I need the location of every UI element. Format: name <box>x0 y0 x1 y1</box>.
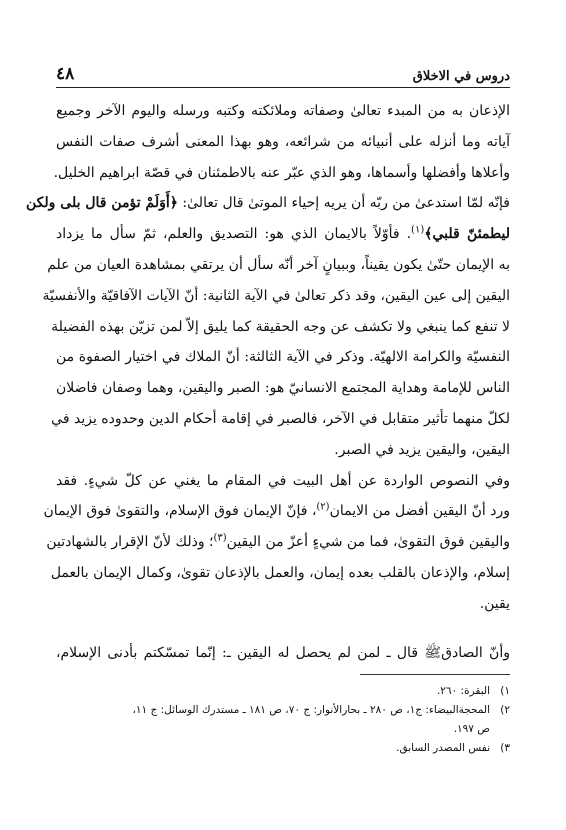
body-text <box>26 96 511 668</box>
paragraph-gap <box>56 620 510 638</box>
text-line-segment: ورد أنّ اليقين أفضل من الايمان <box>329 503 510 520</box>
footnote-1 <box>56 682 510 701</box>
text-line: الناس للإمامة وهداية المجتمع الانسانيّ هو: الصبر واليقين، وهما وصفان فاضلان <box>56 380 510 397</box>
page-number: ٤٨ <box>56 64 75 84</box>
text-line: وأعلاها وأفضلها وأسماها، وهو الذي عبّر عنه بالاطمئنان في قصّة ابراهيم الخليل. <box>53 164 510 181</box>
text-line-segment: . فأوّلاً بالايمان الذي هو: التصديق والعلم، ثمّ سأل ما يزداد <box>56 226 412 243</box>
footnote-number: ٢) <box>500 704 510 716</box>
text-line-with-ref <box>43 496 510 527</box>
page-header <box>56 60 510 88</box>
text-line: النفسيّة والكرامة الالهيّة. وذكر في الآية الثالثة: أنّ الملاك في اختيار الصفوة من <box>56 349 510 366</box>
running-title: دروس في الاخلاق <box>412 69 510 84</box>
text-line: إسلام، والإذعان بالقلب بعده إيمان، والعمل بالإذعان تقوىٰ، وكمال الإيمان بالعمل <box>50 564 510 581</box>
footnote-text: البقرة: ٢٦٠. <box>436 685 490 697</box>
footnote-text: المحجةالبيضاء: ج١، ص ٢٨٠ ـ بحارالأنوار: ج ٧٠، ص ١٨١ ـ مستدرك الوسائل: ج ١١، <box>132 704 490 716</box>
footnote-ref-3[interactable]: (٣) <box>213 532 227 544</box>
footnote-number: ٣) <box>500 742 510 754</box>
text-line: وأنّ الصادقﷺ قال ـ لمن لم يحصل له اليقين ـ: إنّما تمسّكتم بأدنى الإسلام، <box>56 644 510 661</box>
text-line-with-ref <box>46 527 510 558</box>
footnote-2 <box>56 701 510 720</box>
text-line: لا تنفع كما ينبغي ولا تكشف عن وجه الحقيقة كما يليق إلاّ لمن تزيّن بهذه الفضيلة <box>51 318 510 335</box>
text-line-segment: ؛ وذلك لأنّ الإقرار بالشهادتين <box>46 534 214 551</box>
text-line: اليقين إلى عين اليقين، وقد ذكر تعالىٰ في الآية الثانية: أنّ الآيات الآفاقيّة والأنفسيّة <box>42 287 510 304</box>
footnote-2-continuation: ص ١٩٧. <box>453 723 490 735</box>
quran-verse-start: ﴿أَوَلَمْ تؤمن قال بلى ولكن <box>26 195 178 212</box>
footnote-ref-2[interactable]: (٢) <box>316 501 330 513</box>
text-line-with-ayah <box>56 219 510 250</box>
text-line-segment: واليقين فوق التقوىٰ، فما من شيءٍ أعزّ من اليقين <box>226 534 510 551</box>
text-line: به الإيمان حتّىٰ يكون يقيناً، وببيانٍ آخر أنّه سأل أن يرتقي بمشاهدة العيان من علم <box>47 256 510 273</box>
text-line: اليقين، واليقين يزيد في الصبر. <box>334 441 510 458</box>
text-line: الإذعان به من المبدء تعالىٰ وصفاته وملائكته وكتبه ورسله واليوم الآخر وجميع <box>56 103 510 119</box>
footnote-3 <box>56 739 510 758</box>
text-line: لكلّ منهما تأثير متقابل في الآخر، فالصبر في إقامة أحكام الدين وحدوده يزيد في <box>51 410 510 427</box>
text-line: يقين. <box>479 595 510 612</box>
footnote-text: نفس المصدر السابق. <box>396 742 490 754</box>
footnote-divider <box>360 674 510 675</box>
footnote-number: ١) <box>500 685 510 697</box>
quran-verse-end: ليطمئنّ قلبي﴾ <box>424 226 511 243</box>
text-line: وفي النصوص الواردة عن أهل البيت في المقام ما يغني عن كلّ شيءٍ. فقد <box>56 472 510 489</box>
text-line-segment: فإنّه لمّا استدعىٰ من ربّه أن يريه إحياء الموتىٰ قال تعالىٰ: <box>182 195 510 212</box>
footnotes <box>56 682 510 758</box>
text-line-with-ayah <box>26 188 510 219</box>
footnote-ref-1[interactable]: (١) <box>411 224 425 236</box>
text-line: آياته وما أنزله على أنبيائه من شرائعه، وهو بهذا المعنى أشرف صفات النفس <box>56 133 510 150</box>
text-line-segment: ، فإنّ الإيمان فوق الإسلام، والتقوىٰ فوق الإيمان <box>43 503 317 520</box>
